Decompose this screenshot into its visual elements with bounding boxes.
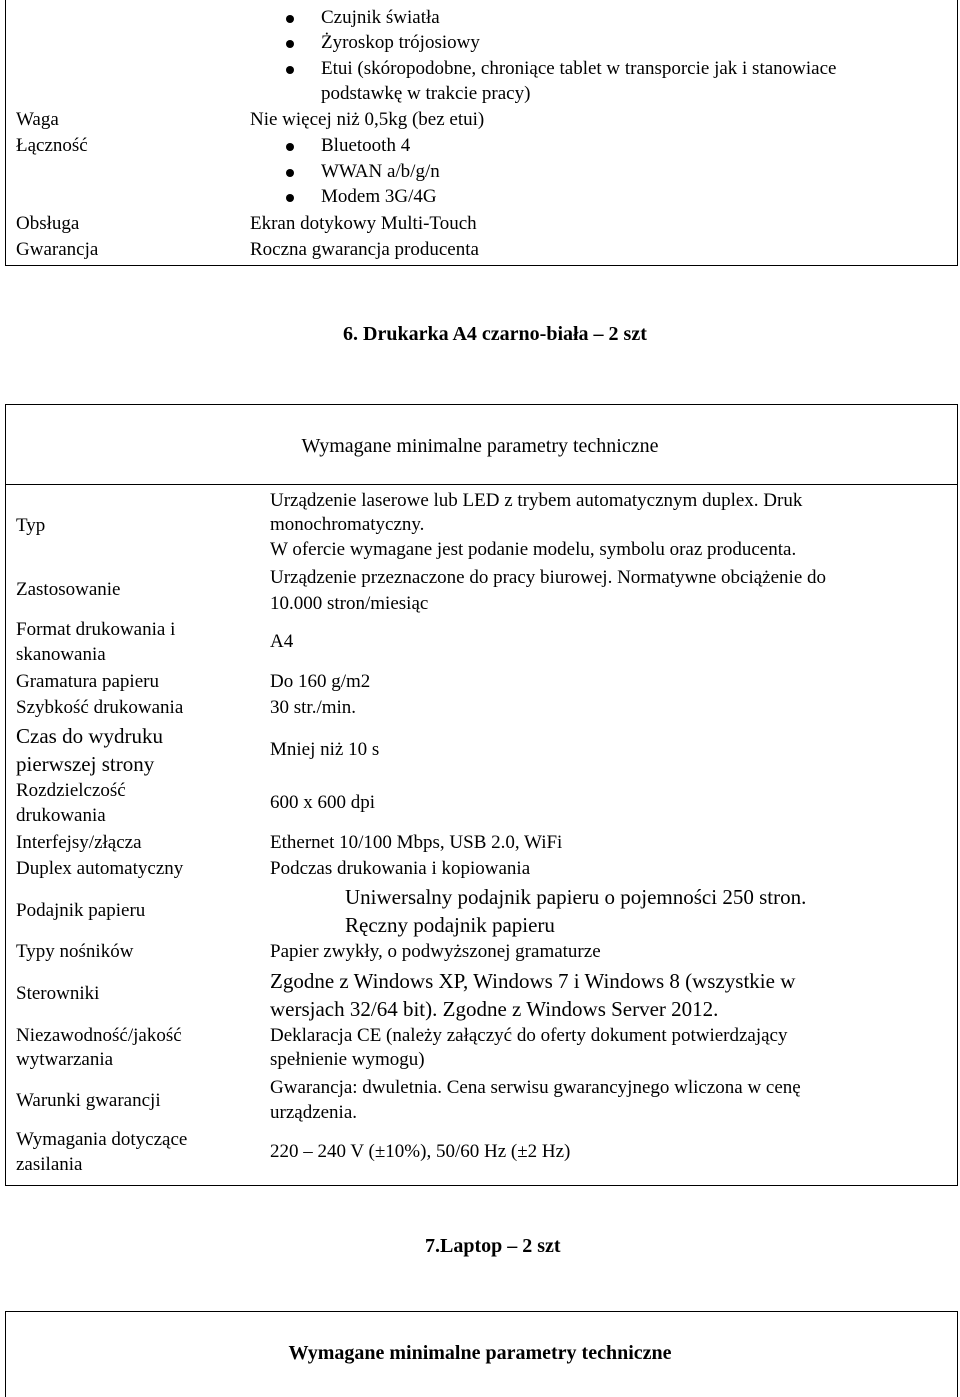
spec-value: Gwarancja: dwuletnia. Cena serwisu gwarancyjnego wliczona w cenę [270, 1077, 801, 1098]
section-heading: 7.Laptop – 2 szt [425, 1235, 561, 1257]
bullet [286, 40, 294, 48]
row-label: Obsługa [16, 213, 80, 234]
table-border [5, 1185, 958, 1186]
spec-label: Zastosowanie [16, 579, 121, 600]
table-border [5, 265, 958, 266]
spec-label: Podajnik papieru [16, 900, 146, 921]
spec-label: Sterowniki [16, 983, 100, 1004]
spec-value: Deklaracja CE (należy załączyć do oferty dokument potwierdzający [270, 1025, 788, 1046]
row-value: Ekran dotykowy Multi-Touch [250, 213, 477, 234]
spec-value: Do 160 g/m2 [270, 671, 371, 692]
spec-label: Czas do wydruku [16, 724, 163, 748]
list-item: podstawkę w trakcie pracy) [321, 83, 531, 104]
table-border [5, 1311, 958, 1312]
spec-label: drukowania [16, 805, 106, 826]
list-item: Etui (skóropodobne, chroniące tablet w transporcie jak i stanowiace [321, 58, 837, 79]
list-item: WWAN a/b/g/n [321, 161, 440, 182]
list-item: Żyroskop trójosiowy [321, 32, 480, 53]
spec-value: W ofercie wymagane jest podanie modelu, symbolu oraz producenta. [270, 539, 797, 560]
spec-label: skanowania [16, 644, 106, 665]
spec-label: Format drukowania i [16, 619, 176, 640]
spec-value: Urządzenie laserowe lub LED z trybem automatycznym duplex. Druk [270, 490, 803, 511]
row-value: Nie więcej niż 0,5kg (bez etui) [250, 109, 485, 130]
spec-value: Podczas drukowania i kopiowania [270, 858, 531, 879]
spec-label: Szybkość drukowania [16, 697, 184, 718]
list-item: Bluetooth 4 [321, 135, 411, 156]
spec-value: monochromatyczny. [270, 514, 425, 535]
spec-label: pierwszej strony [16, 752, 155, 776]
spec-label: wytwarzania [16, 1049, 114, 1070]
spec-value: urządzenia. [270, 1102, 358, 1123]
spec-value: 30 str./min. [270, 697, 357, 718]
spec-label: Niezawodność/jakość [16, 1025, 182, 1046]
bullet [286, 15, 294, 23]
spec-label: Duplex automatyczny [16, 858, 184, 879]
spec-value: spełnienie wymogu) [270, 1049, 425, 1070]
bullet [286, 194, 294, 202]
spec-label: Gramatura papieru [16, 671, 159, 692]
row-value: Roczna gwarancja producenta [250, 239, 479, 260]
spec-value: 10.000 stron/miesiąc [270, 593, 429, 614]
spec-label: zasilania [16, 1154, 83, 1175]
spec-value: Zgodne z Windows XP, Windows 7 i Windows 8 (wszystkie w [270, 969, 796, 993]
table-header: Wymagane minimalne parametry techniczne [288, 1342, 672, 1364]
spec-value: 600 x 600 dpi [270, 792, 376, 813]
spec-value: Urządzenie przeznaczone do pracy biurowej. Normatywne obciążenie do [270, 567, 827, 588]
row-label: Waga [16, 109, 59, 130]
spec-value: Uniwersalny podajnik papieru o pojemności 250 stron. [345, 885, 807, 909]
spec-value: Ethernet 10/100 Mbps, USB 2.0, WiFi [270, 832, 563, 853]
table-border [5, 0, 6, 266]
list-item: Czujnik światła [321, 7, 440, 28]
spec-value: Papier zwykły, o podwyższonej gramaturze [270, 941, 601, 962]
bullet [286, 66, 294, 74]
spec-label: Warunki gwarancji [16, 1090, 161, 1111]
spec-label: Typy nośników [16, 941, 134, 962]
row-label: Łączność [16, 135, 88, 156]
row-label: Gwarancja [16, 239, 99, 260]
spec-value: Ręczny podajnik papieru [345, 913, 555, 937]
table-border [5, 404, 958, 405]
table-border [5, 404, 6, 1186]
table-border [957, 404, 958, 1186]
table-header: Wymagane minimalne parametry techniczne [301, 435, 659, 457]
spec-value: wersjach 32/64 bit). Zgodne z Windows Server 2012. [270, 997, 719, 1021]
bullet [286, 143, 294, 151]
spec-label: Interfejsy/złącza [16, 832, 142, 853]
table-border [957, 0, 958, 266]
list-item: Modem 3G/4G [321, 186, 437, 207]
spec-value: 220 – 240 V (±10%), 50/60 Hz (±2 Hz) [270, 1141, 571, 1162]
bullet [286, 169, 294, 177]
table-border [5, 484, 958, 485]
section-heading: 6. Drukarka A4 czarno-biała – 2 szt [343, 323, 647, 345]
spec-label: Typ [16, 515, 46, 536]
spec-value: Mniej niż 10 s [270, 739, 380, 760]
spec-label: Rozdzielczość [16, 780, 126, 801]
spec-value: A4 [270, 631, 294, 652]
spec-label: Wymagania dotyczące [16, 1129, 188, 1150]
